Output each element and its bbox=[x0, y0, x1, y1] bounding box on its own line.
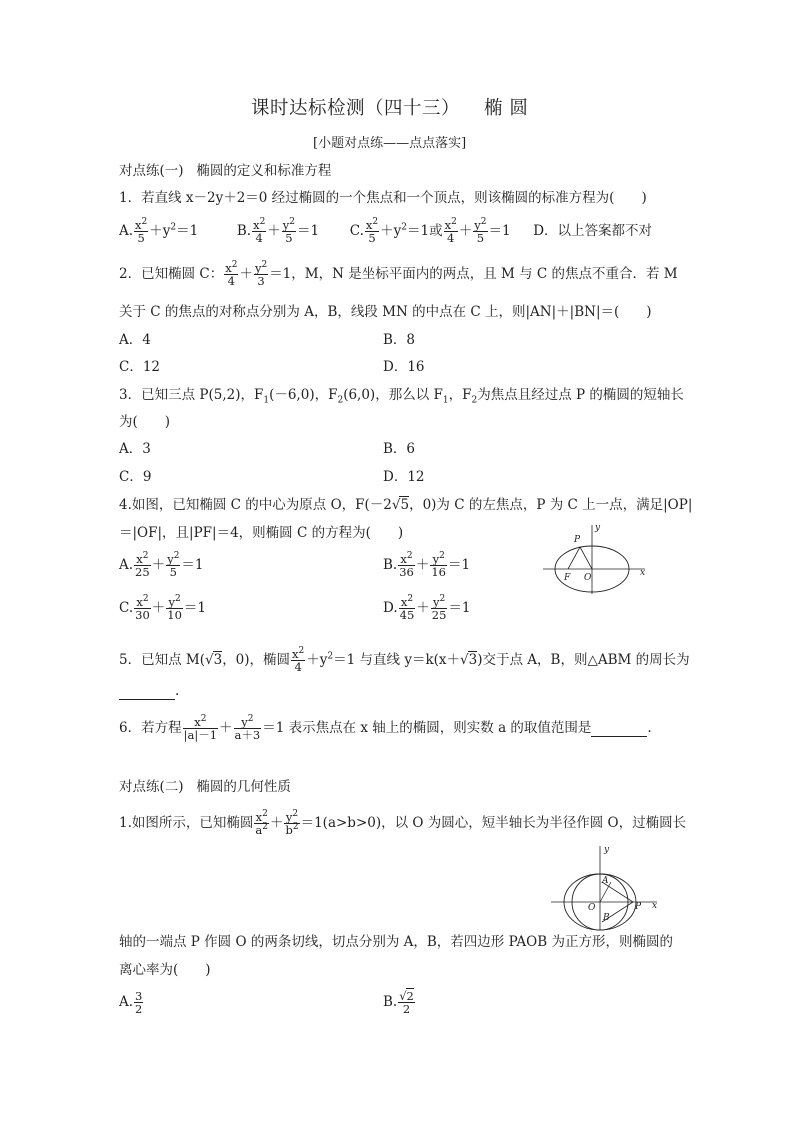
label-o: O bbox=[588, 903, 596, 913]
ellipse-circle-figure-q7 bbox=[549, 842, 664, 932]
section-title: 椭圆的定义和标准方程 bbox=[196, 163, 332, 179]
triangle-pfo bbox=[568, 547, 592, 569]
q7-option-b: B. $\frac{√2}{2}$ bbox=[383, 989, 414, 1017]
label-f: F bbox=[564, 573, 571, 583]
q3-option-a: A．3 bbox=[119, 441, 151, 457]
q7-option-a: A. $\frac{3}{2}$ bbox=[119, 989, 143, 1017]
question-7-stem: 1.如图所示，已知椭圆 $\frac{x^2}{a^2}$ ＋ $\frac{y^2}{b^2}$ ＝1(a>b>0)，以 O 为圆心，短半轴长为半径作圆 O，过椭圆长 bbox=[119, 809, 687, 838]
q4-option-d: D. $\frac{x^2}{45}$ ＋ $\frac{y^2}{25}$ ＝1 bbox=[383, 594, 471, 623]
q2-option-c: C．12 bbox=[119, 359, 161, 375]
option-c: C. $\frac{x^2}{5}$ $+y^2=1$或 $\frac{x^2}{4}$ ＋ $\frac{y^2}{5}$ ＝1 bbox=[349, 217, 511, 246]
label-x: x bbox=[640, 568, 646, 578]
label-y: y bbox=[595, 523, 601, 533]
option-a: A. $\frac{x^2}{5}$ $+y^2=1$ bbox=[119, 217, 199, 246]
section-heading-1 bbox=[119, 165, 331, 179]
page-title bbox=[251, 100, 528, 119]
label-y: y bbox=[604, 845, 610, 855]
question-1-stem: 1．若直线 x－2y＋2＝0 经过椭圆的一个焦点和一个顶点，则该椭圆的标准方程为( ) bbox=[119, 190, 647, 206]
q3-option-c: C．9 bbox=[119, 469, 152, 485]
q4-option-b: B. $\frac{x^2}{36}$ ＋ $\frac{y^2}{16}$ ＝1 bbox=[383, 551, 471, 580]
label-b: B bbox=[603, 913, 610, 923]
label-p: P bbox=[635, 902, 642, 912]
label-a: A bbox=[602, 876, 609, 886]
section-title: 椭圆的几何性质 bbox=[196, 779, 291, 795]
question-4-stem: 4.如图，已知椭圆 C 的中心为原点 O，F(－2√5，0)为 C 的左焦点，P 为 C 上一点，满足|OP| bbox=[119, 497, 693, 513]
question-3-stem: 3．已知三点 P(5,2)，$F_1(-6,0)$，$F_2(6,0)$，那么以 $F_1$，$F_2$为焦点且经过点 P 的椭圆的短轴长 bbox=[119, 387, 684, 406]
question-7-line2: 轴的一端点 P 作圆 O 的两条切线，切点分别为 A，B，若四边形 PAOB 为正方形，则椭圆的 bbox=[119, 934, 673, 950]
q2-option-d: D．16 bbox=[383, 359, 425, 375]
section-heading-2 bbox=[119, 781, 291, 795]
question-1-options bbox=[119, 219, 652, 244]
option-d: D．以上答案都不对 bbox=[533, 223, 653, 240]
question-2-line2: 关于 C 的焦点的对称点分别为 A，B，线段 MN 的中点在 C 上，则|AN|＋|BN|＝( ) bbox=[119, 304, 652, 320]
section-label: 对点练(二) bbox=[119, 779, 184, 795]
title-text: 课时达标检测（四十三） bbox=[251, 98, 461, 119]
label-p: P bbox=[574, 535, 581, 545]
q3-option-b: B．6 bbox=[383, 441, 416, 457]
q4-option-a: A. $\frac{x^2}{25}$ ＋ $\frac{y^2}{5}$ ＝1 bbox=[119, 551, 204, 580]
section-label: 对点练(一) bbox=[119, 163, 184, 179]
q2-option-a: A．4 bbox=[119, 332, 151, 348]
ellipse-figure-q4 bbox=[540, 520, 655, 595]
label-o: O bbox=[584, 573, 592, 583]
question-5-answer-line: . bbox=[119, 685, 179, 700]
title-topic: 椭 圆 bbox=[484, 98, 529, 119]
question-6-stem: 6．若方程 $\frac{x^2}{|a|-1}$ ＋ $\frac{y^2}{a+3}$ ＝1 表示焦点在 x 轴上的椭圆，则实数 a 的取值范围是 . bbox=[119, 714, 652, 743]
q2-option-b: B．8 bbox=[383, 332, 416, 348]
option-b: B. $\frac{x^2}{4}$ ＋ $\frac{y^2}{5}$ ＝1 bbox=[236, 217, 320, 246]
question-7-line3: 离心率为( ) bbox=[119, 962, 211, 978]
question-5-stem: 5．已知点 M(√3，0)，椭圆 $\frac{x^2}{4}$ $+y^2=1$ 与直线 y＝k(x＋√3)交于点 A，B，则△ABM 的周长为 bbox=[119, 646, 690, 675]
question-3-line2: 为( ) bbox=[119, 414, 171, 430]
page-subtitle: [小题对点练——点点落实] bbox=[313, 136, 467, 151]
answer-blank[interactable] bbox=[591, 722, 647, 737]
q3-option-d: D．12 bbox=[383, 469, 425, 485]
q4-option-c: C. $\frac{x^2}{30}$ ＋ $\frac{y^2}{10}$ ＝1 bbox=[119, 594, 207, 623]
question-4-line2: ＝|OF|，且|PF|＝4，则椭圆 C 的方程为( ) bbox=[119, 525, 404, 541]
question-2-stem: 2．已知椭圆 C： $\frac{x^2}{4}$ ＋ $\frac{y^2}{3}$ ＝1，M，N 是坐标平面内的两点，且 M 与 C 的焦点不重合．若 M bbox=[119, 260, 678, 289]
label-x: x bbox=[652, 901, 658, 911]
answer-blank[interactable] bbox=[119, 685, 175, 700]
